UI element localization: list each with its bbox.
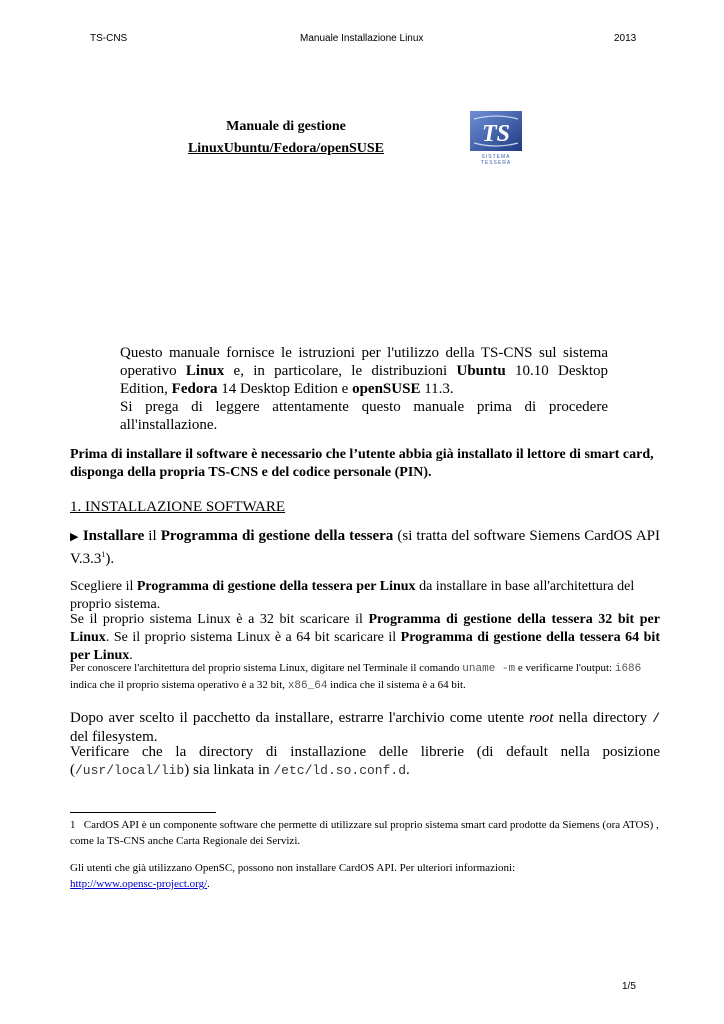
header-left: TS-CNS xyxy=(90,33,128,44)
intro-paragraph-2: Si prega di leggere attentamente questo manuale prima di procedere all'installazione. xyxy=(120,399,608,433)
extract-paragraph: Dopo aver scelto il pacchetto da installare, estrarre l'archivio come utente root nella directory / del filesystem. xyxy=(70,710,660,745)
svg-text:TS: TS xyxy=(481,121,511,147)
install-instruction: ▶ Installare il Programma di gestione della tessera (si tratta del software Siemens CardOS API V.3.3$^1$). xyxy=(70,528,661,567)
footnote xyxy=(70,817,660,849)
ts-sistema-tessera-logo xyxy=(470,111,522,165)
footnote-number: 1 xyxy=(70,819,76,831)
opensc-note: Gli utenti che già utilizzano OpenSC, possono non installare CardOS API. Per ulteriori informazioni: http://www.opensc-project.org/. xyxy=(70,862,516,890)
header-center: Manuale Installazione Linux xyxy=(300,33,424,44)
prerequisites-note: Prima di installare il software è necessario che l’utente abbia già installato il lettore di smart card, disponga della propria TS-CNS e del codice personale (PIN). xyxy=(70,447,654,480)
architecture-check-note: Per conoscere l'architettura del proprio sistema Linux, digitare nel Terminale il comando uname -m e verificarne l'output: i686 indica che il proprio sistema operativo è a 32 bit, x86_64 indica che il sistema è a 64 bit. xyxy=(70,662,642,692)
svg-text:TESSERA: TESSERA xyxy=(480,160,512,165)
opensc-link[interactable]: http://www.opensc-project.org/ xyxy=(70,878,208,890)
title-line-1: Manuale di gestione xyxy=(226,119,346,134)
header-right: 2013 xyxy=(614,33,637,44)
uname-command: uname -m xyxy=(462,663,516,675)
footnote-separator xyxy=(70,812,216,813)
verify-paragraph: Verificare che la directory di installazione delle librerie (di default nella posizione (/usr/local/lib) sia linkata in /etc/ld.so.conf.d. xyxy=(70,744,660,778)
page-number: 1/5 xyxy=(622,981,636,992)
footnote-text: CardOS API è un componente software che permette di utilizzare sul proprio sistema smart card prodotte da Siemens (ora ATOS) , come la TS-CNS anche Carta Regionale dei Servizi. xyxy=(70,819,659,847)
choose-paragraph: Scegliere il Programma di gestione della tessera per Linux da installare in base all'architettura del proprio sistema. xyxy=(70,579,635,612)
section-heading: 1. INSTALLAZIONE SOFTWARE xyxy=(70,499,286,515)
intro-paragraph: Questo manuale fornisce le istruzioni per l'utilizzo della TS-CNS sul sistema operativo Linux e, in particolare, le distribuzioni Ubuntu 10.10 Desktop Edition, Fedora 14 Desktop Edition e openSUSE 11.3. Si prega di leggere attentamente questo manuale prima di procedere all'installazione. xyxy=(120,345,608,433)
logo-icon xyxy=(470,111,522,165)
svg-text:SISTEMA: SISTEMA xyxy=(481,154,511,160)
page-title xyxy=(186,118,386,158)
architecture-paragraph: Se il proprio sistema Linux è a 32 bit scaricare il Programma di gestione della tessera 32 bit per Linux. Se il proprio sistema Linux è a 64 bit scaricare il Programma di gestione della tessera 64 bit per Linux. xyxy=(70,612,660,663)
arrow-right-icon: ▶ xyxy=(70,531,79,543)
title-line-2: LinuxUbuntu/Fedora/openSUSE xyxy=(187,141,385,156)
